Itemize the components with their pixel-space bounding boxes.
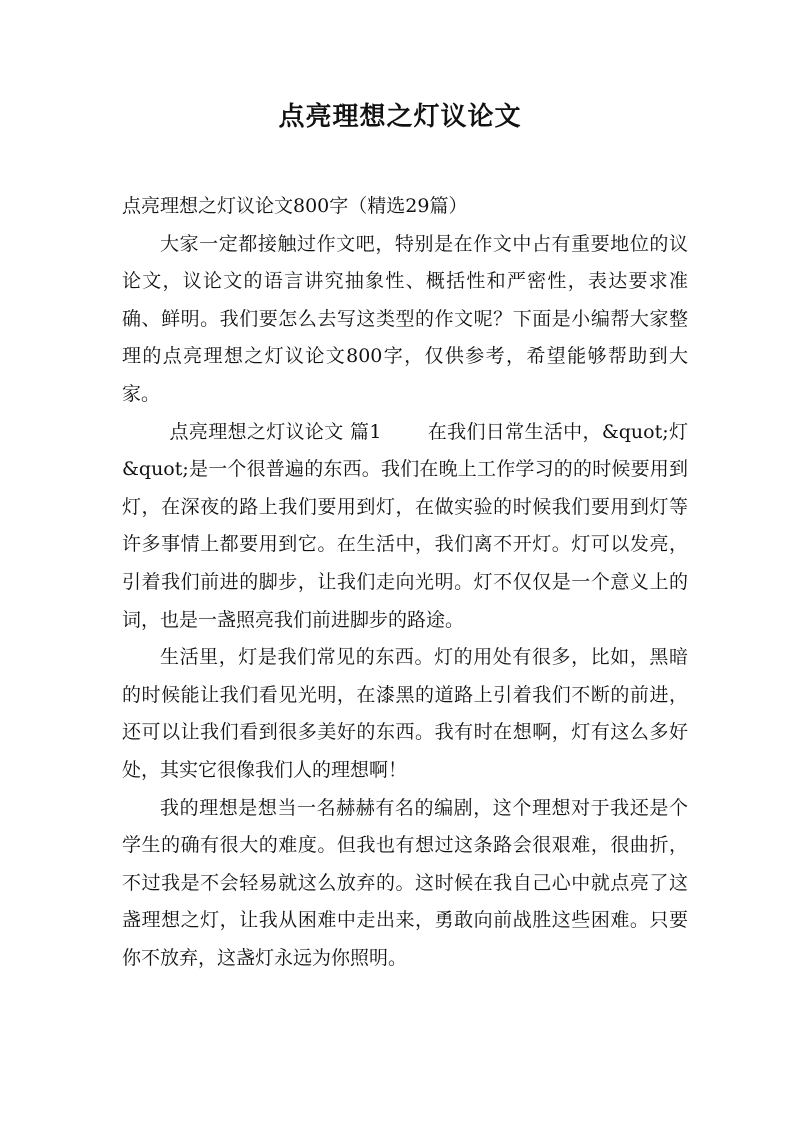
- document-body: [122, 188, 688, 977]
- page-title: 点亮理想之灯议论文: [278, 102, 522, 132]
- paragraph-3: 我的理想是想当一名赫赫有名的编剧，这个理想对于我还是个学生的确有很大的难度。但我也有想过这条路会很艰难，很曲折，不过我是不会轻易就这么放弃的。这时候在我自己心中就点亮了这盏理想之灯，让我从困难中走出来，勇敢向前战胜这些困难。只要你不放弃，这盏灯永远为你照明。: [122, 796, 688, 969]
- paragraph-2: 生活里，灯是我们常见的东西。灯的用处有很多，比如，黑暗的时候能让我们看见光明，在漆黑的道路上引着我们不断的前进，还可以让我们看到很多美好的东西。我有时在想啊，灯有这么多好处，其实它很像我们人的理想啊！: [122, 646, 688, 781]
- section-1-paragraph: [122, 414, 688, 640]
- section-1-heading: 点亮理想之灯议论文 篇1: [169, 420, 382, 443]
- document-subtitle: 点亮理想之灯议论文800字（精选29篇）: [122, 195, 468, 217]
- intro-paragraph: 大家一定都接触过作文吧，特别是在作文中占有重要地位的议论文，议论文的语言讲究抽象性、概括性和严密性，表达要求准确、鲜明。我们要怎么去写这类型的作文呢？下面是小编帮大家整理的点亮理想之灯议论文800字，仅供参考，希望能够帮助到大家。: [122, 232, 688, 405]
- section-1-lead: 在我们日常生活中，&quot;灯&quot;是一个很普遍的东西。我们在晚上工作学习的的时候要用到灯，在深夜的路上我们要用到灯，在做实验的时候我们要用到灯等许多事情上都要用到它。在生活中，我们离不开灯。灯可以发亮，引着我们前进的脚步，让我们走向光明。灯不仅仅是一个意义上的词，也是一盏照亮我们前进脚步的路途。: [122, 420, 688, 631]
